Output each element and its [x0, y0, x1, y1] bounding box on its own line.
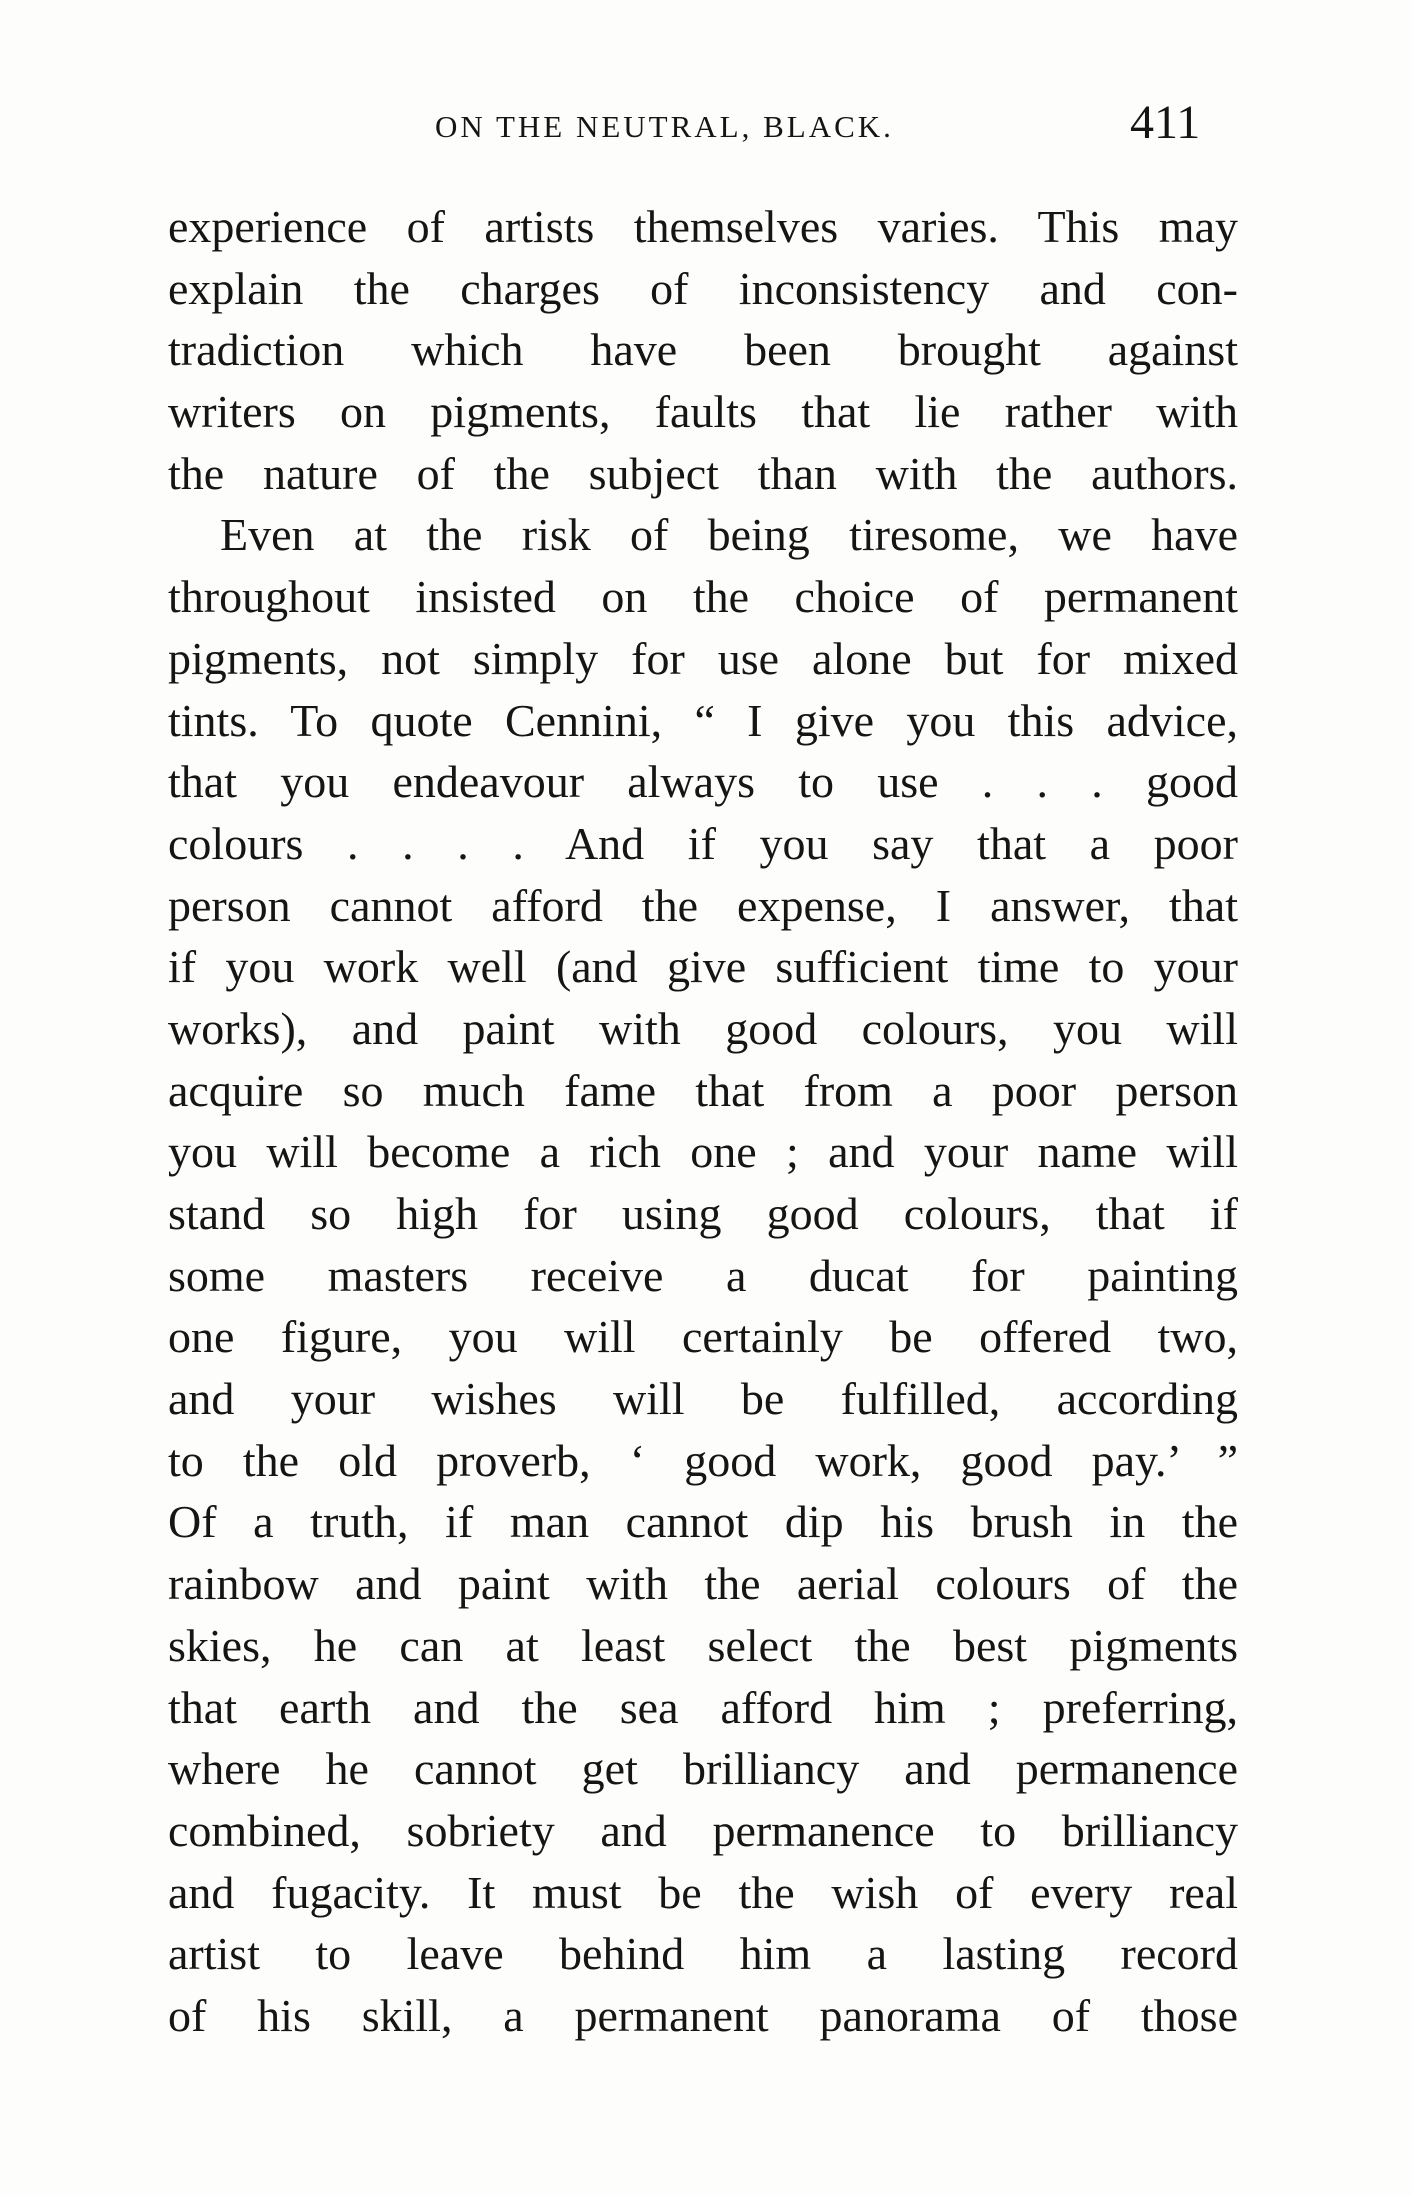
text-line: that you endeavour always to use . . . good	[168, 756, 1238, 808]
text-line: Of a truth, if man cannot dip his brush in the	[168, 1496, 1238, 1548]
text-line: tradiction which have been brought against	[168, 324, 1238, 376]
text-line: colours . . . . And if you say that a poor	[168, 817, 1238, 869]
text-line: acquire so much fame that from a poor person	[168, 1064, 1238, 1116]
text-line: to the old proverb, ‘ good work, good pay.’ ”	[168, 1434, 1238, 1486]
text-line: skies, he can at least select the best pigments	[168, 1619, 1238, 1671]
running-head-title: ON THE NEUTRAL, BLACK.	[435, 109, 894, 144]
page-number: 411	[1130, 96, 1201, 149]
running-head	[0, 95, 1412, 155]
text-line: and your wishes will be fulfilled, according	[168, 1373, 1238, 1425]
text-line: the nature of the subject than with the authors.	[168, 447, 1238, 499]
text-line: combined, sobriety and permanence to brilliancy	[168, 1804, 1238, 1856]
text-line: you will become a rich one ; and your name will	[168, 1126, 1238, 1178]
text-line: person cannot afford the expense, I answer, that	[168, 879, 1238, 931]
text-line: some masters receive a ducat for painting	[168, 1249, 1238, 1301]
text-line: works), and paint with good colours, you will	[168, 1002, 1238, 1054]
text-line: one figure, you will certainly be offered two,	[168, 1311, 1238, 1363]
text-line: rainbow and paint with the aerial colours of the	[168, 1558, 1238, 1610]
text-line: stand so high for using good colours, that if	[168, 1188, 1238, 1239]
text-line: throughout insisted on the choice of permanent	[168, 571, 1238, 623]
text-line: experience of artists themselves varies. This may	[168, 201, 1238, 252]
text-line: explain the charges of inconsistency and con-	[168, 262, 1238, 314]
text-line: of his skill, a permanent panorama of those	[168, 1989, 1238, 2041]
text-line: pigments, not simply for use alone but for mixed	[168, 632, 1238, 684]
body-text	[168, 196, 1238, 2047]
text-line: that earth and the sea afford him ; preferring,	[168, 1681, 1238, 1733]
text-line: tints. To quote Cennini, “ I give you this advice,	[168, 694, 1238, 746]
text-line: writers on pigments, faults that lie rather with	[168, 386, 1238, 438]
text-line: artist to leave behind him a lasting record	[168, 1928, 1238, 1980]
text-line: and fugacity. It must be the wish of every real	[168, 1866, 1238, 1918]
text-line: where he cannot get brilliancy and permanence	[168, 1743, 1238, 1795]
paragraph-start-line: Even at the risk of being tiresome, we have	[220, 509, 1238, 561]
text-line: if you work well (and give sufficient time to your	[168, 941, 1238, 993]
